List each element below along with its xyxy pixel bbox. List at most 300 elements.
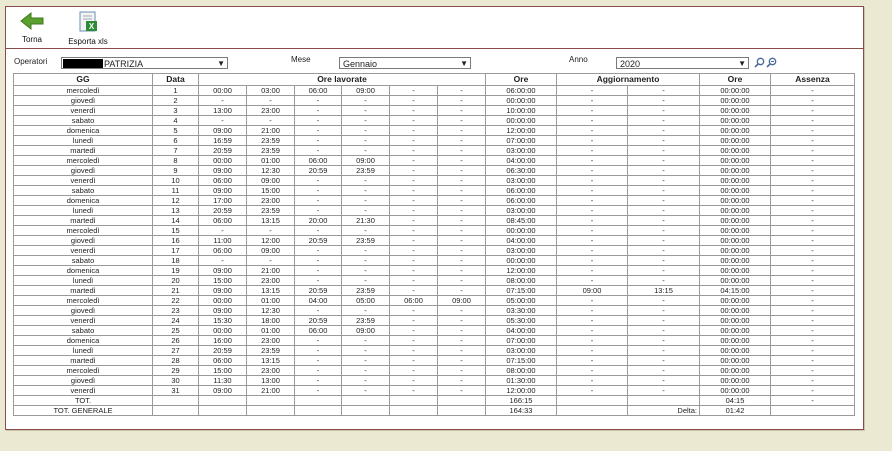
ore-cell: 07:15:00 — [486, 286, 557, 296]
assenza-cell: - — [771, 306, 855, 316]
ore-cell: 03:30:00 — [486, 306, 557, 316]
agg-in-cell: - — [557, 326, 628, 336]
col-assenza: Assenza — [771, 74, 855, 86]
in-2-cell: - — [295, 226, 342, 236]
col-data: Data — [153, 74, 199, 86]
ore-agg-cell: 00:00:00 — [700, 386, 771, 396]
agg-in-cell: - — [557, 206, 628, 216]
in-1-cell: 00:00 — [199, 296, 247, 306]
ore-agg-cell: 00:00:00 — [700, 356, 771, 366]
in-2-cell: - — [295, 276, 342, 286]
agg-in-cell: - — [557, 266, 628, 276]
day-number-cell: 15 — [153, 226, 199, 236]
out-1-cell: 23:59 — [247, 346, 295, 356]
in-1-cell: 09:00 — [199, 266, 247, 276]
assenza-cell: - — [771, 116, 855, 126]
in-1-cell: 09:00 — [199, 126, 247, 136]
out-2-cell: 23:59 — [342, 316, 390, 326]
in-3-cell: - — [390, 376, 438, 386]
agg-out-cell: - — [628, 356, 700, 366]
out-2-cell: - — [342, 116, 390, 126]
out-2-cell: - — [342, 276, 390, 286]
ore-cell: 04:00:00 — [486, 326, 557, 336]
ore-agg-cell: 00:00:00 — [700, 236, 771, 246]
out-2-cell: - — [342, 126, 390, 136]
grand-total-label: TOT. GENERALE — [14, 406, 153, 416]
ore-cell: 06:30:00 — [486, 166, 557, 176]
in-3-cell: - — [390, 356, 438, 366]
table-row — [14, 216, 855, 226]
out-2-cell: - — [342, 386, 390, 396]
day-name-cell: sabato — [14, 116, 153, 126]
assenza-cell: - — [771, 96, 855, 106]
in-1-cell: - — [199, 96, 247, 106]
out-3-cell: - — [438, 366, 486, 376]
in-1-cell: 09:00 — [199, 306, 247, 316]
table-row — [14, 266, 855, 276]
assenza-cell: - — [771, 256, 855, 266]
search-icon[interactable] — [754, 57, 765, 68]
delta-label: Delta: — [628, 406, 700, 416]
in-3-cell: - — [390, 276, 438, 286]
table-row — [14, 256, 855, 266]
mese-select[interactable] — [339, 57, 471, 69]
agg-out-cell: 13:15 — [628, 286, 700, 296]
ore-cell: 12:00:00 — [486, 386, 557, 396]
assenza-cell: - — [771, 336, 855, 346]
ore-agg-cell: 00:00:00 — [700, 156, 771, 166]
table-row — [14, 306, 855, 316]
chevron-down-icon: ▼ — [217, 59, 225, 68]
in-2-cell: - — [295, 346, 342, 356]
out-3-cell: - — [438, 376, 486, 386]
in-1-cell: 11:30 — [199, 376, 247, 386]
in-1-cell: 20:59 — [199, 146, 247, 156]
in-3-cell: - — [390, 326, 438, 336]
agg-out-cell: - — [628, 126, 700, 136]
assenza-cell: - — [771, 136, 855, 146]
back-label: Torna — [21, 35, 42, 44]
ore-cell: 03:00:00 — [486, 346, 557, 356]
agg-in-cell: - — [557, 336, 628, 346]
day-number-cell: 27 — [153, 346, 199, 356]
day-name-cell: venerdì — [14, 316, 153, 326]
ore-agg-cell: 00:00:00 — [700, 146, 771, 156]
out-2-cell: - — [342, 136, 390, 146]
out-3-cell: - — [438, 186, 486, 196]
table-row — [14, 166, 855, 176]
agg-out-cell: - — [628, 276, 700, 286]
in-2-cell: - — [295, 376, 342, 386]
ore-cell: 08:00:00 — [486, 366, 557, 376]
back-arrow-icon — [20, 11, 44, 31]
in-1-cell: 16:59 — [199, 136, 247, 146]
in-3-cell: - — [390, 86, 438, 96]
table-row — [14, 126, 855, 136]
table-row — [14, 276, 855, 286]
out-1-cell: 18:00 — [247, 316, 295, 326]
out-3-cell: - — [438, 106, 486, 116]
in-2-cell: - — [295, 116, 342, 126]
in-3-cell: - — [390, 256, 438, 266]
in-3-cell: - — [390, 206, 438, 216]
ore-agg-cell: 00:00:00 — [700, 366, 771, 376]
agg-out-cell: - — [628, 336, 700, 346]
day-name-cell: giovedì — [14, 376, 153, 386]
out-2-cell: - — [342, 306, 390, 316]
agg-in-cell: - — [557, 356, 628, 366]
out-3-cell: - — [438, 336, 486, 346]
in-2-cell: - — [295, 186, 342, 196]
ore-agg-cell: 00:00:00 — [700, 116, 771, 126]
in-3-cell: - — [390, 166, 438, 176]
out-1-cell: 23:59 — [247, 146, 295, 156]
day-name-cell: domenica — [14, 336, 153, 346]
day-name-cell: giovedì — [14, 306, 153, 316]
table-row — [14, 86, 855, 96]
out-1-cell: 23:00 — [247, 336, 295, 346]
out-2-cell: - — [342, 376, 390, 386]
ore-cell: 08:45:00 — [486, 216, 557, 226]
day-number-cell: 28 — [153, 356, 199, 366]
assenza-cell: - — [771, 156, 855, 166]
agg-in-cell: - — [557, 196, 628, 206]
day-name-cell: lunedì — [14, 136, 153, 146]
ore-agg-cell: 00:00:00 — [700, 256, 771, 266]
day-number-cell: 7 — [153, 146, 199, 156]
day-name-cell: domenica — [14, 196, 153, 206]
assenza-cell: - — [771, 106, 855, 116]
operatori-select[interactable] — [61, 57, 228, 69]
agg-out-cell: - — [628, 326, 700, 336]
in-1-cell: - — [199, 256, 247, 266]
back-button[interactable] — [17, 11, 47, 44]
agg-in-cell: - — [557, 96, 628, 106]
out-2-cell: - — [342, 196, 390, 206]
out-1-cell: 03:00 — [247, 86, 295, 96]
export-xls-button[interactable] — [65, 11, 111, 46]
table-row — [14, 296, 855, 306]
table-row — [14, 246, 855, 256]
out-2-cell: - — [342, 356, 390, 366]
ore-cell: 00:00:00 — [486, 96, 557, 106]
day-number-cell: 9 — [153, 166, 199, 176]
in-2-cell: - — [295, 256, 342, 266]
ore-agg-cell: 00:00:00 — [700, 296, 771, 306]
agg-out-cell: - — [628, 386, 700, 396]
anno-label: Anno — [569, 55, 588, 64]
day-name-cell: giovedì — [14, 96, 153, 106]
day-name-cell: sabato — [14, 326, 153, 336]
chevron-down-icon: ▼ — [738, 59, 746, 68]
in-1-cell: 09:00 — [199, 186, 247, 196]
in-3-cell: - — [390, 316, 438, 326]
assenza-cell: - — [771, 296, 855, 306]
day-name-cell: lunedì — [14, 276, 153, 286]
in-2-cell: 20:00 — [295, 216, 342, 226]
agg-in-cell: - — [557, 216, 628, 226]
out-3-cell: - — [438, 176, 486, 186]
in-1-cell: 09:00 — [199, 166, 247, 176]
ore-agg-cell: 00:00:00 — [700, 336, 771, 346]
in-2-cell: 06:00 — [295, 86, 342, 96]
assenza-cell: - — [771, 346, 855, 356]
day-number-cell: 31 — [153, 386, 199, 396]
agg-in-cell: - — [557, 186, 628, 196]
out-2-cell: - — [342, 256, 390, 266]
ore-cell: 05:00:00 — [486, 296, 557, 306]
out-2-cell: - — [342, 366, 390, 376]
in-3-cell: - — [390, 386, 438, 396]
agg-out-cell: - — [628, 236, 700, 246]
out-3-cell: - — [438, 146, 486, 156]
out-2-cell: 09:00 — [342, 326, 390, 336]
out-1-cell: 13:15 — [247, 286, 295, 296]
ore-cell: 07:00:00 — [486, 136, 557, 146]
anno-value: 2020 — [620, 59, 641, 69]
in-3-cell: 06:00 — [390, 296, 438, 306]
agg-in-cell: - — [557, 226, 628, 236]
out-1-cell: 13:15 — [247, 216, 295, 226]
in-1-cell: 15:30 — [199, 316, 247, 326]
out-2-cell: 09:00 — [342, 86, 390, 96]
assenza-cell: - — [771, 206, 855, 216]
assenza-cell: - — [771, 216, 855, 226]
out-2-cell: 23:59 — [342, 166, 390, 176]
in-3-cell: - — [390, 236, 438, 246]
in-2-cell: - — [295, 336, 342, 346]
day-name-cell: venerdì — [14, 386, 153, 396]
day-number-cell: 17 — [153, 246, 199, 256]
ore-cell: 03:00:00 — [486, 176, 557, 186]
export-xls-label: Esporta xls — [68, 37, 108, 46]
out-3-cell: - — [438, 206, 486, 216]
agg-out-cell: - — [628, 166, 700, 176]
mese-value: Gennaio — [343, 59, 378, 69]
assenza-cell: - — [771, 146, 855, 156]
agg-in-cell: - — [557, 156, 628, 166]
ore-agg-cell: 00:00:00 — [700, 106, 771, 116]
ore-agg-cell: 00:00:00 — [700, 316, 771, 326]
in-2-cell: - — [295, 366, 342, 376]
assenza-cell: - — [771, 276, 855, 286]
in-2-cell: - — [295, 126, 342, 136]
out-1-cell: 23:59 — [247, 136, 295, 146]
grand-total-row — [14, 406, 855, 416]
in-2-cell: 06:00 — [295, 326, 342, 336]
day-name-cell: venerdì — [14, 106, 153, 116]
agg-in-cell: - — [557, 166, 628, 176]
in-3-cell: - — [390, 106, 438, 116]
in-1-cell: 00:00 — [199, 156, 247, 166]
in-3-cell: - — [390, 196, 438, 206]
in-3-cell: - — [390, 116, 438, 126]
in-2-cell: - — [295, 196, 342, 206]
assenza-cell: - — [771, 286, 855, 296]
in-2-cell: - — [295, 146, 342, 156]
total-ore: 166:15 — [486, 396, 557, 406]
out-2-cell: - — [342, 186, 390, 196]
out-2-cell: - — [342, 246, 390, 256]
out-3-cell: - — [438, 86, 486, 96]
agg-in-cell: - — [557, 106, 628, 116]
agg-out-cell: - — [628, 316, 700, 326]
out-3-cell: - — [438, 386, 486, 396]
agg-out-cell: - — [628, 266, 700, 276]
in-1-cell: 09:00 — [199, 386, 247, 396]
agg-in-cell: - — [557, 366, 628, 376]
day-number-cell: 8 — [153, 156, 199, 166]
out-1-cell: 23:00 — [247, 366, 295, 376]
agg-in-cell: - — [557, 346, 628, 356]
assenza-cell: - — [771, 316, 855, 326]
out-1-cell: - — [247, 256, 295, 266]
day-name-cell: venerdì — [14, 246, 153, 256]
svg-text:X: X — [88, 22, 95, 31]
zoom-out-icon[interactable] — [766, 57, 777, 68]
out-2-cell: - — [342, 336, 390, 346]
table-row — [14, 116, 855, 126]
ore-cell: 04:00:00 — [486, 236, 557, 246]
out-2-cell: - — [342, 96, 390, 106]
ore-agg-cell: 00:00:00 — [700, 96, 771, 106]
col-aggiornamento: Aggiornamento — [557, 74, 700, 86]
in-1-cell: 06:00 — [199, 246, 247, 256]
in-1-cell: 09:00 — [199, 286, 247, 296]
table-body — [14, 86, 855, 396]
out-2-cell: 05:00 — [342, 296, 390, 306]
assenza-cell: - — [771, 246, 855, 256]
day-name-cell: martedì — [14, 216, 153, 226]
out-2-cell: 23:59 — [342, 286, 390, 296]
table-row — [14, 366, 855, 376]
toolbar — [6, 7, 863, 49]
delta-value: 01:42 — [700, 406, 771, 416]
in-2-cell: 20:59 — [295, 316, 342, 326]
in-3-cell: - — [390, 366, 438, 376]
agg-in-cell: - — [557, 306, 628, 316]
table-header-row — [14, 74, 855, 86]
total-ore-agg: 04:15 — [700, 396, 771, 406]
in-3-cell: - — [390, 346, 438, 356]
ore-cell: 00:00:00 — [486, 256, 557, 266]
out-1-cell: 12:00 — [247, 236, 295, 246]
ore-cell: 03:00:00 — [486, 246, 557, 256]
out-1-cell: 23:00 — [247, 276, 295, 286]
in-1-cell: 13:00 — [199, 106, 247, 116]
ore-agg-cell: 00:00:00 — [700, 326, 771, 336]
in-3-cell: - — [390, 146, 438, 156]
in-2-cell: - — [295, 266, 342, 276]
out-3-cell: - — [438, 346, 486, 356]
agg-in-cell: - — [557, 136, 628, 146]
day-number-cell: 2 — [153, 96, 199, 106]
out-1-cell: - — [247, 116, 295, 126]
in-2-cell: - — [295, 356, 342, 366]
in-1-cell: 06:00 — [199, 356, 247, 366]
day-number-cell: 12 — [153, 196, 199, 206]
out-3-cell: - — [438, 356, 486, 366]
assenza-cell: - — [771, 186, 855, 196]
agg-out-cell: - — [628, 156, 700, 166]
col-ore-lavorate: Ore lavorate — [199, 74, 486, 86]
in-1-cell: 06:00 — [199, 176, 247, 186]
table-row — [14, 156, 855, 166]
in-2-cell: - — [295, 96, 342, 106]
assenza-cell: - — [771, 226, 855, 236]
day-number-cell: 23 — [153, 306, 199, 316]
day-name-cell: domenica — [14, 266, 153, 276]
out-3-cell: - — [438, 126, 486, 136]
day-name-cell: lunedì — [14, 206, 153, 216]
day-name-cell: giovedì — [14, 166, 153, 176]
agg-in-cell: - — [557, 116, 628, 126]
in-1-cell: 00:00 — [199, 326, 247, 336]
in-1-cell: 06:00 — [199, 216, 247, 226]
ore-cell: 07:15:00 — [486, 356, 557, 366]
day-name-cell: sabato — [14, 186, 153, 196]
agg-out-cell: - — [628, 186, 700, 196]
agg-out-cell: - — [628, 376, 700, 386]
table-row — [14, 356, 855, 366]
out-1-cell: 01:00 — [247, 326, 295, 336]
ore-agg-cell: 00:00:00 — [700, 376, 771, 386]
ore-cell: 06:00:00 — [486, 86, 557, 96]
agg-out-cell: - — [628, 146, 700, 156]
in-3-cell: - — [390, 336, 438, 346]
out-1-cell: 23:59 — [247, 206, 295, 216]
assenza-cell: - — [771, 86, 855, 96]
table-row — [14, 106, 855, 116]
out-1-cell: 23:00 — [247, 106, 295, 116]
anno-select[interactable] — [616, 57, 749, 69]
operatori-value: PATRIZIA — [104, 59, 144, 69]
ore-cell: 10:00:00 — [486, 106, 557, 116]
table-row — [14, 176, 855, 186]
ore-agg-cell: 00:00:00 — [700, 276, 771, 286]
out-3-cell: - — [438, 326, 486, 336]
ore-agg-cell: 00:00:00 — [700, 246, 771, 256]
ore-agg-cell: 00:00:00 — [700, 86, 771, 96]
out-2-cell: - — [342, 226, 390, 236]
ore-agg-cell: 00:00:00 — [700, 306, 771, 316]
out-2-cell: - — [342, 106, 390, 116]
out-1-cell: 09:00 — [247, 246, 295, 256]
mese-label: Mese — [291, 55, 311, 64]
day-number-cell: 10 — [153, 176, 199, 186]
assenza-cell: - — [771, 176, 855, 186]
day-number-cell: 4 — [153, 116, 199, 126]
ore-agg-cell: 00:00:00 — [700, 196, 771, 206]
table-row — [14, 386, 855, 396]
in-1-cell: 15:00 — [199, 366, 247, 376]
day-number-cell: 3 — [153, 106, 199, 116]
table-row — [14, 336, 855, 346]
agg-out-cell: - — [628, 246, 700, 256]
table-row — [14, 236, 855, 246]
in-2-cell: - — [295, 206, 342, 216]
day-name-cell: mercoledì — [14, 86, 153, 96]
ore-cell: 06:00:00 — [486, 186, 557, 196]
in-3-cell: - — [390, 226, 438, 236]
agg-in-cell: - — [557, 256, 628, 266]
in-3-cell: - — [390, 286, 438, 296]
col-ore-agg: Ore — [700, 74, 771, 86]
day-number-cell: 21 — [153, 286, 199, 296]
out-2-cell: 23:59 — [342, 236, 390, 246]
agg-out-cell: - — [628, 206, 700, 216]
ore-cell: 08:00:00 — [486, 276, 557, 286]
